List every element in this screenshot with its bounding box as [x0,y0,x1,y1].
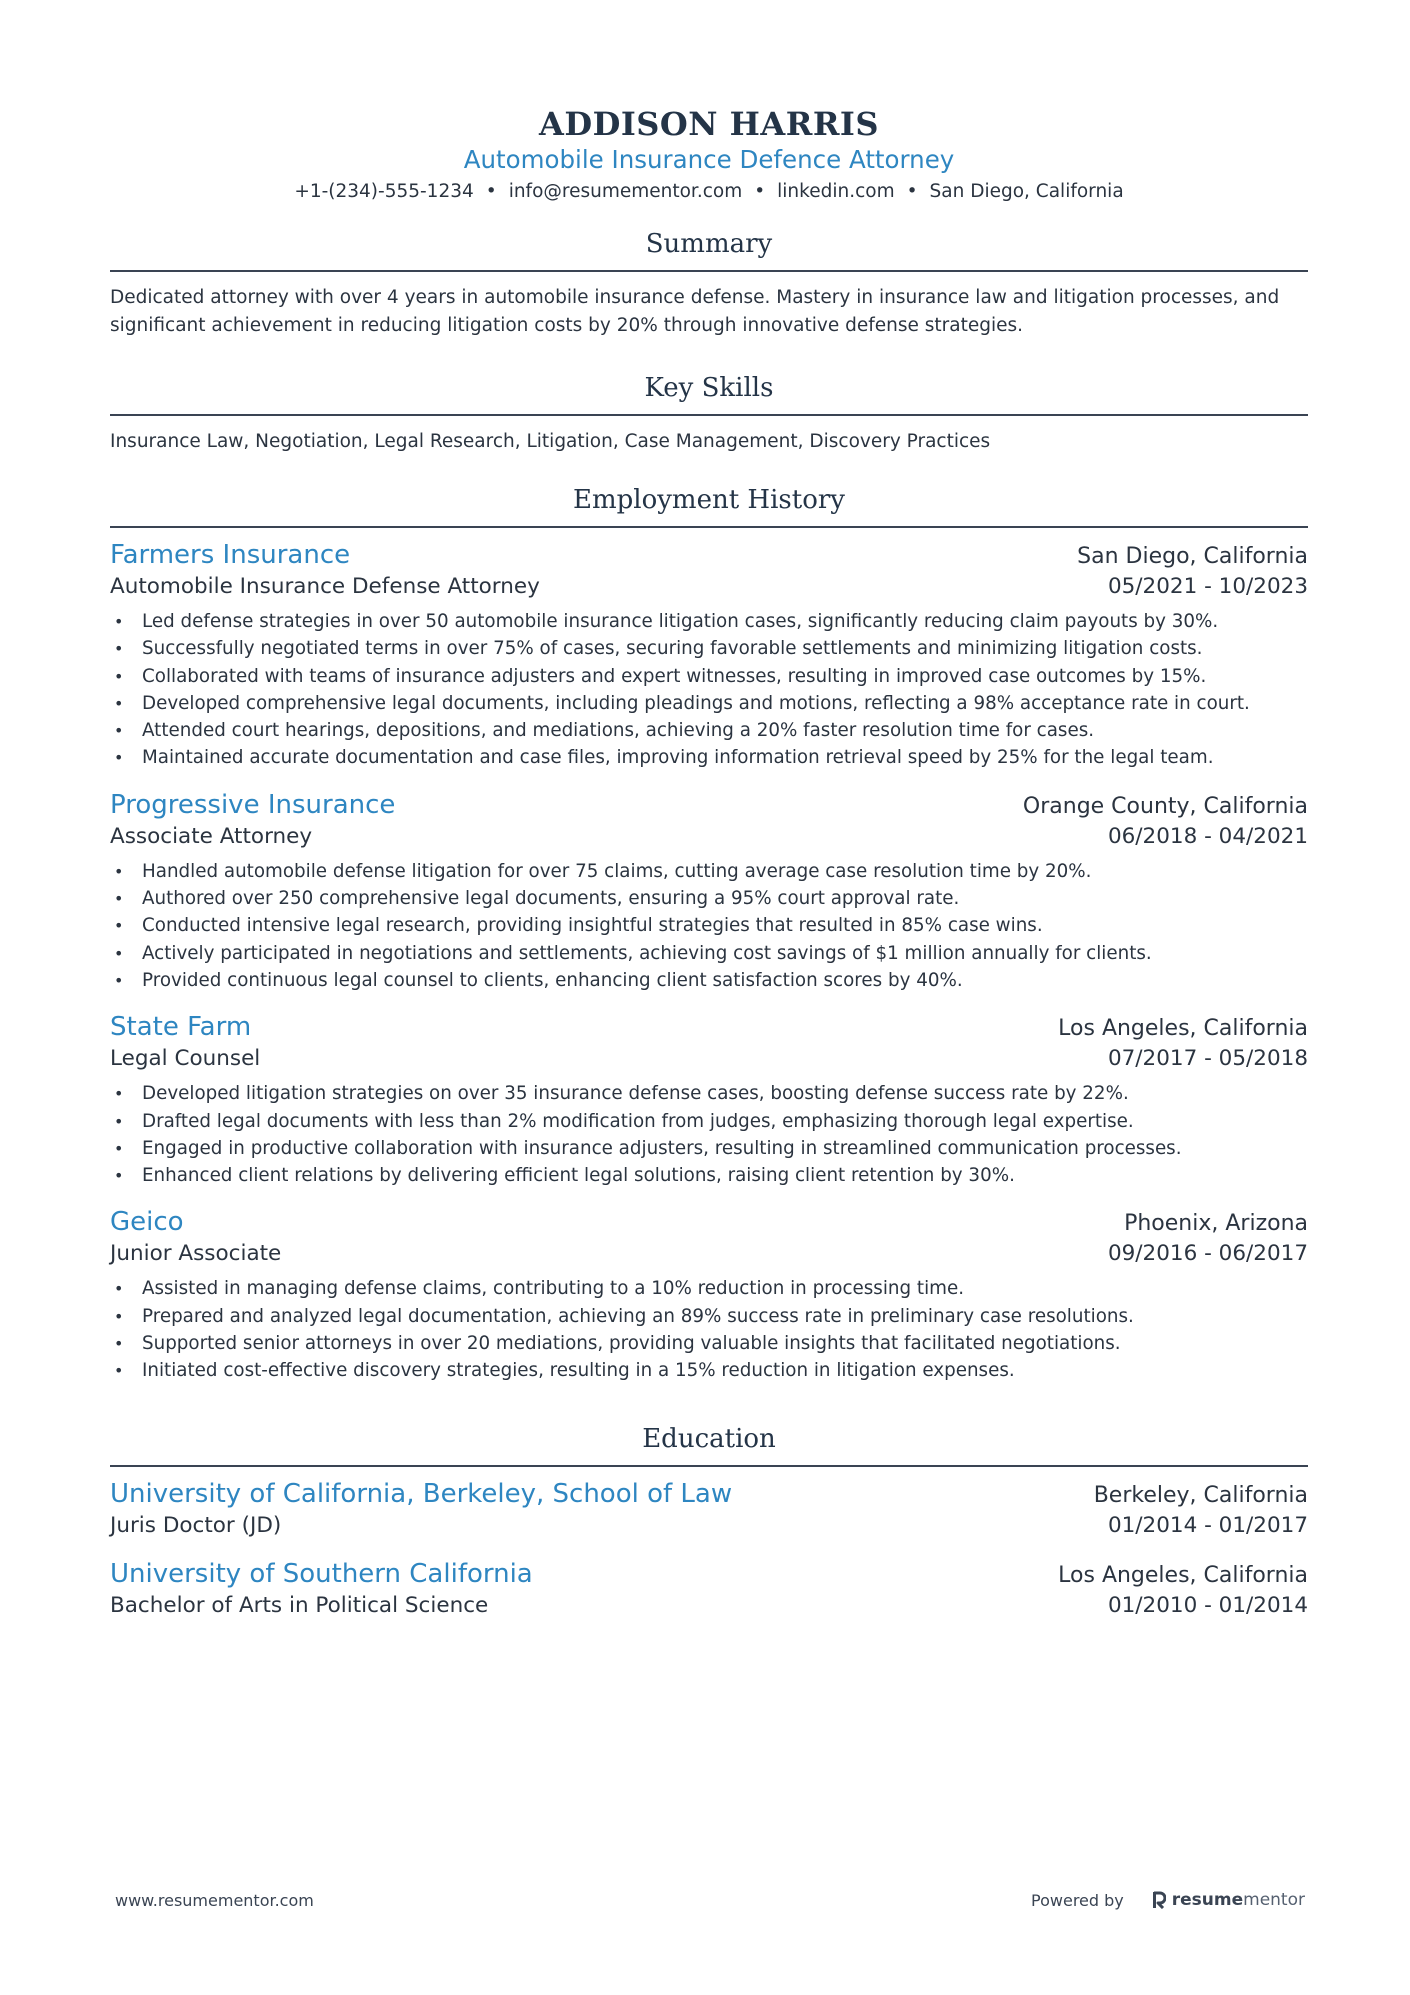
education-section [110,1421,1308,1621]
brand-name-bold: resume [1171,1890,1244,1910]
employment-section [110,482,1308,1385]
education-dates: 01/2014 - 01/2017 [1107,1512,1308,1538]
job-dates: 05/2021 - 10/2023 [1107,574,1308,599]
school-location: Los Angeles, California [1058,1562,1308,1588]
job-entry [110,538,1308,772]
education-entry [110,1557,1308,1621]
company-name: Geico [110,1207,184,1238]
summary-text: Dedicated attorney with over 4 years in automobile insurance defense. Mastery in insurance law and litigation processes, and significant achievement in reducing litigation costs by 20% through innovative defense strategies. [110,287,1280,336]
bullet-item: • Prepared and analyzed legal documentation, achieving an 89% success rate in preliminary case resolutions. [114,1305,1134,1327]
bullet-item: • Successfully negotiated terms in over 75% of cases, securing favorable settlements and minimizing litigation costs. [114,638,1203,660]
job-bullets [110,608,1308,772]
job-bullets [110,1275,1308,1384]
email: info@resumementor.com [508,181,743,202]
degree: Juris Doctor (JD) [110,1512,282,1538]
bullet-item: • Initiated cost-effective discovery strategies, resulting in a 15% reduction in litigation expenses. [114,1360,1015,1382]
bullet-item: • Handled automobile defense litigation for over 75 claims, cutting average case resolution time by 20%. [114,860,1092,882]
separator-dot: • [754,181,766,202]
school-location: Berkeley, California [1093,1482,1308,1508]
page-footer [115,1890,1305,1910]
company-name: Farmers Insurance [110,540,351,570]
resumementor-logo-icon [1152,1891,1166,1909]
job-dates: 06/2018 - 04/2021 [1107,823,1308,849]
bullet-item: • Attended court hearings, depositions, and mediations, achieving a 20% faster resolution time for cases. [114,720,1095,742]
footer-website[interactable]: www.resumementor.com [115,1890,314,1910]
bullet-item: • Engaged in productive collaboration with insurance adjusters, resulting in streamlined communication processes. [114,1137,1182,1159]
job-dates: 09/2016 - 06/2017 [1107,1241,1308,1267]
job-entry [110,1205,1308,1384]
brand-name-light: mentor [1243,1890,1305,1910]
resume-header [110,0,1308,206]
phone: +1-(234)-555-1234 [294,181,474,202]
skills-text: Insurance Law, Negotiation, Legal Research, Litigation, Case Management, Discovery Practices [110,431,991,452]
job-location: Phoenix, Arizona [1124,1211,1308,1237]
company-name: Progressive Insurance [110,789,396,820]
bullet-item: • Assisted in managing defense claims, contributing to a 10% reduction in processing time. [114,1278,965,1300]
bullet-item: • Led defense strategies in over 50 automobile insurance litigation cases, significantly reducing claim payouts by 30%. [114,611,1219,632]
separator-dot: • [906,181,918,202]
education-dates: 01/2010 - 01/2014 [1107,1592,1308,1618]
education-entry [110,1477,1308,1541]
school-name: University of Southern California [110,1558,533,1589]
powered-by [1031,1890,1305,1910]
bullet-item: • Authored over 250 comprehensive legal documents, ensuring a 95% court approval rate. [114,888,960,910]
powered-by-label: Powered by [1031,1890,1124,1910]
job-location: Los Angeles, California [1058,1016,1308,1042]
job-location: Orange County, California [1022,793,1308,819]
location: San Diego, California [929,181,1124,202]
bullet-item: • Developed litigation strategies on over 35 insurance defense cases, boosting defense success rate by 22%. [114,1083,1129,1105]
job-location: San Diego, California [1077,544,1308,569]
bullet-item: • Supported senior attorneys in over 20 mediations, providing valuable insights that facilitated negotiations. [114,1333,1121,1355]
section-heading: Summary [110,226,1308,272]
job-entry [110,1010,1308,1189]
job-dates: 07/2017 - 05/2018 [1107,1046,1308,1072]
separator-dot: • [485,181,497,202]
section-heading: Employment History [110,482,1308,528]
contact-line [110,178,1308,206]
summary-section [110,226,1308,340]
job-role: Automobile Insurance Defense Attorney [110,574,540,599]
bullet-item: • Maintained accurate documentation and case files, improving information retrieval speed by 25% for the legal team. [114,747,1214,769]
linkedin: linkedin.com [777,181,895,202]
company-name: State Farm [110,1012,252,1043]
resume-page [110,0,1308,1621]
job-entry [110,788,1308,994]
brand-logo [1152,1890,1305,1910]
bullet-item: • Conducted intensive legal research, providing insightful strategies that resulted in 85% case wins. [114,915,1043,937]
job-role: Legal Counsel [110,1046,261,1072]
job-role: Junior Associate [110,1241,282,1267]
job-bullets [110,858,1308,994]
job-bullets [110,1080,1308,1189]
candidate-title: Automobile Insurance Defence Attorney [463,145,955,174]
section-heading: Key Skills [110,370,1308,416]
skills-section [110,370,1308,456]
degree: Bachelor of Arts in Political Science [110,1592,489,1618]
school-name: University of California, Berkeley, School of Law [110,1478,733,1509]
section-heading: Education [110,1421,1308,1467]
bullet-item: • Provided continuous legal counsel to clients, enhancing client satisfaction scores by 40%. [114,969,963,991]
job-role: Associate Attorney [110,823,313,849]
candidate-name: ADDISON HARRIS [539,105,879,143]
bullet-item: • Drafted legal documents with less than 2% modification from judges, emphasizing thorough legal expertise. [114,1110,1134,1132]
bullet-item: • Developed comprehensive legal documents, including pleadings and motions, reflecting a 98% acceptance rate in court. [114,692,1250,714]
bullet-item: • Actively participated in negotiations and settlements, achieving cost savings of $1 million annually for clients. [114,942,1152,964]
bullet-item: • Collaborated with teams of insurance adjusters and expert witnesses, resulting in improved case outcomes by 15%. [114,665,1207,687]
bullet-item: • Enhanced client relations by delivering efficient legal solutions, raising client retention by 30%. [114,1165,1015,1187]
